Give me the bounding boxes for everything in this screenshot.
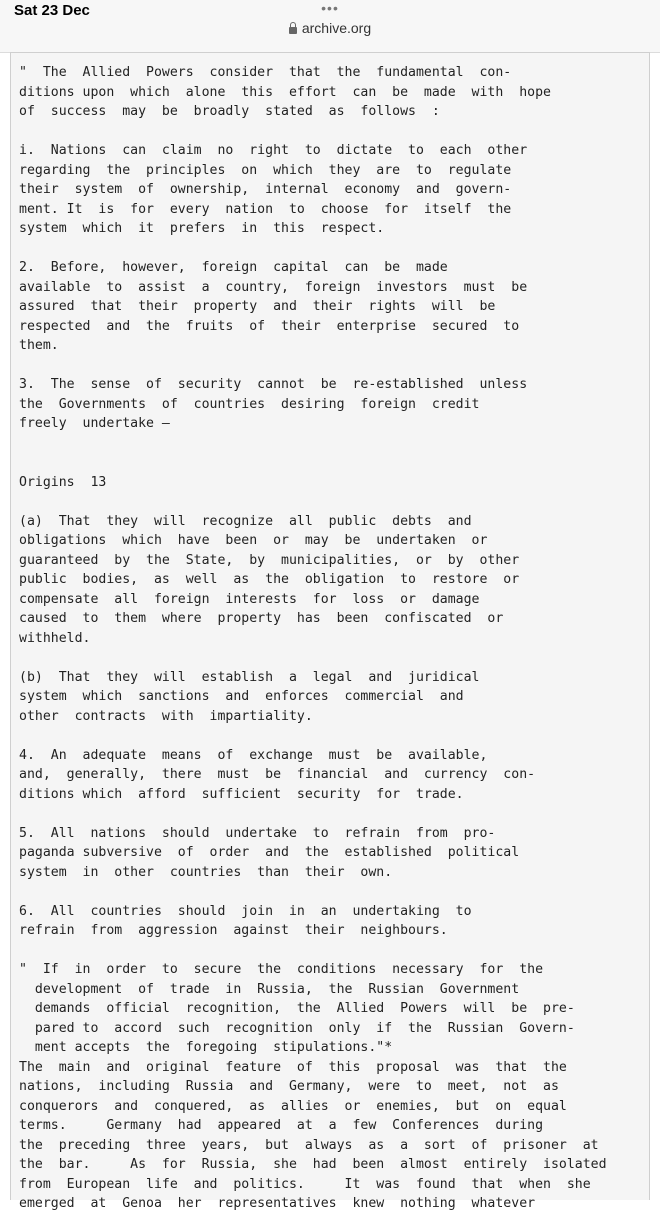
browser-status-bar: [0, 0, 660, 53]
lock-icon: [289, 27, 297, 34]
address-bar[interactable]: [0, 20, 660, 36]
document-viewer[interactable]: [10, 52, 650, 1211]
address-url: archive.org: [301, 20, 372, 36]
document-text: " The Allied Powers consider that the fundamental con- ditions upon which alone this effort can be made with hope of success may be broadly stated as follows : i. Nations can claim no right to dictate to each other regarding the principles on which they are to regulate their system of ownership, internal economy and govern- ment. It is for every nation to choose for itself the system which it prefers in this respect. 2. Before, however, foreign capital can be made available to assist a country, foreign investors must be assured that their property and their rights will be respected and the fruits of their enterprise secured to them. 3. The sense of security cannot be re-established unless the Governments of countries desiring foreign credit freely undertake — Origins 13 (a) That they will recognize all public debts and obligations which have been or may be undertaken or guaranteed by the State, by municipalities, or by other public bodies, as well as the obligation to restore or compensate all foreign interests for loss or damage caused to them where property has been confiscated or withheld. (b) That they will establish a legal and juridical system which sanctions and enforces commercial and other contracts with impartiality. 4. An adequate means of exchange must be available, and, generally, there must be financial and currency con- ditions which afford sufficient security for trade. 5. All nations should undertake to refrain from pro- paganda subversive of order and the established political system in other countries than their own. 6. All countries should join in an undertaking to refrain from aggression against their neighbours. " If in order to secure the conditions necessary for the development of trade in Russia, the Russian Government demands official recognition, the Allied Powers will be pre- pared to accord such recognition only if the Russian Govern- ment accepts the foregoing stipulations."* The main and original feature of this proposal was that the nations, including Russia and Germany, were to meet, not as conquerors and conquered, as allies or enemies, but on equal terms. Germany had appeared at a few Conferences during the preceding three years, but always as a sort of prisoner at the bar. As for Russia, she had been almost entirely isolated from European life and politics. It was found that when she emerged at Genoa her representatives knew nothing whatever: [19, 65, 607, 1211]
status-time: Sat 23 Dec: [14, 2, 90, 19]
more-dots-icon[interactable]: •••: [321, 0, 339, 16]
